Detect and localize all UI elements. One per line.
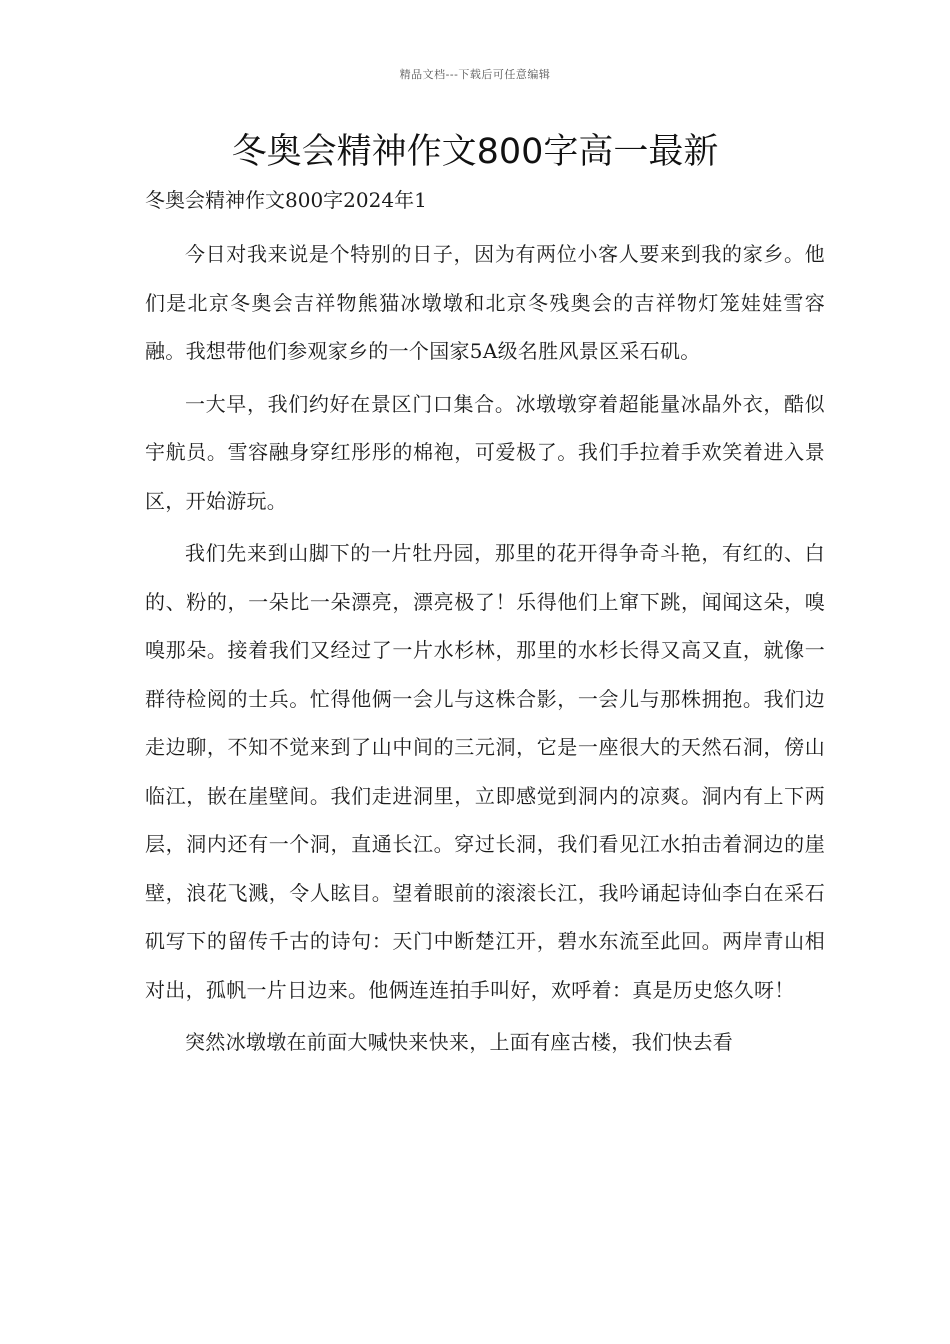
document-subtitle: 冬奥会精神作文800字2024年1 xyxy=(145,188,427,212)
header-note: 精品文档---下载后可任意编辑 xyxy=(399,68,551,81)
body-text xyxy=(145,230,825,1071)
document-title: 冬奥会精神作文800字高一最新 xyxy=(231,132,719,172)
paragraph-1: 今日对我来说是个特别的日子，因为有两位小客人要来到我的家乡。他们是北京冬奥会吉祥物熊猫冰墩墩和北京冬残奥会的吉祥物灯笼娃娃雪容融。我想带他们参观家乡的一个国家5A级名胜风景区采石矶。 xyxy=(145,242,825,363)
paragraph-3: 我们先来到山脚下的一片牡丹园，那里的花开得争奇斗艳，有红的、白的、粉的，一朵比一朵漂亮，漂亮极了！乐得他们上窜下跳，闻闻这朵，嗅嗅那朵。接着我们又经过了一片水杉林，那里的水杉长得又高又直，就像一群待检阅的士兵。忙得他俩一会儿与这株合影，一会儿与那株拥抱。我们边走边聊，不知不觉来到了山中间的三元洞，它是一座很大的天然石洞，傍山临江，嵌在崖壁间。我们走进洞里，立即感觉到洞内的凉爽。洞内有上下两层，洞内还有一个洞，直通长江。穿过长洞，我们看见江水拍击着洞边的崖壁，浪花飞溅，令人眩目。望着眼前的滚滚长江，我吟诵起诗仙李白在采石矶写下的留传千古的诗句：天门中断楚江开，碧水东流至此回。两岸青山相对出，孤帆一片日边来。他俩连连拍手叫好，欢呼着：真是历史悠久呀！ xyxy=(145,541,825,1002)
paragraph-4: 突然冰墩墩在前面大喊快来快来，上面有座古楼，我们快去看 xyxy=(185,1030,734,1054)
paragraph-2: 一大早，我们约好在景区门口集合。冰墩墩穿着超能量冰晶外衣，酷似宇航员。雪容融身穿红彤彤的棉袍，可爱极了。我们手拉着手欢笑着进入景区，开始游玩。 xyxy=(145,391,825,513)
